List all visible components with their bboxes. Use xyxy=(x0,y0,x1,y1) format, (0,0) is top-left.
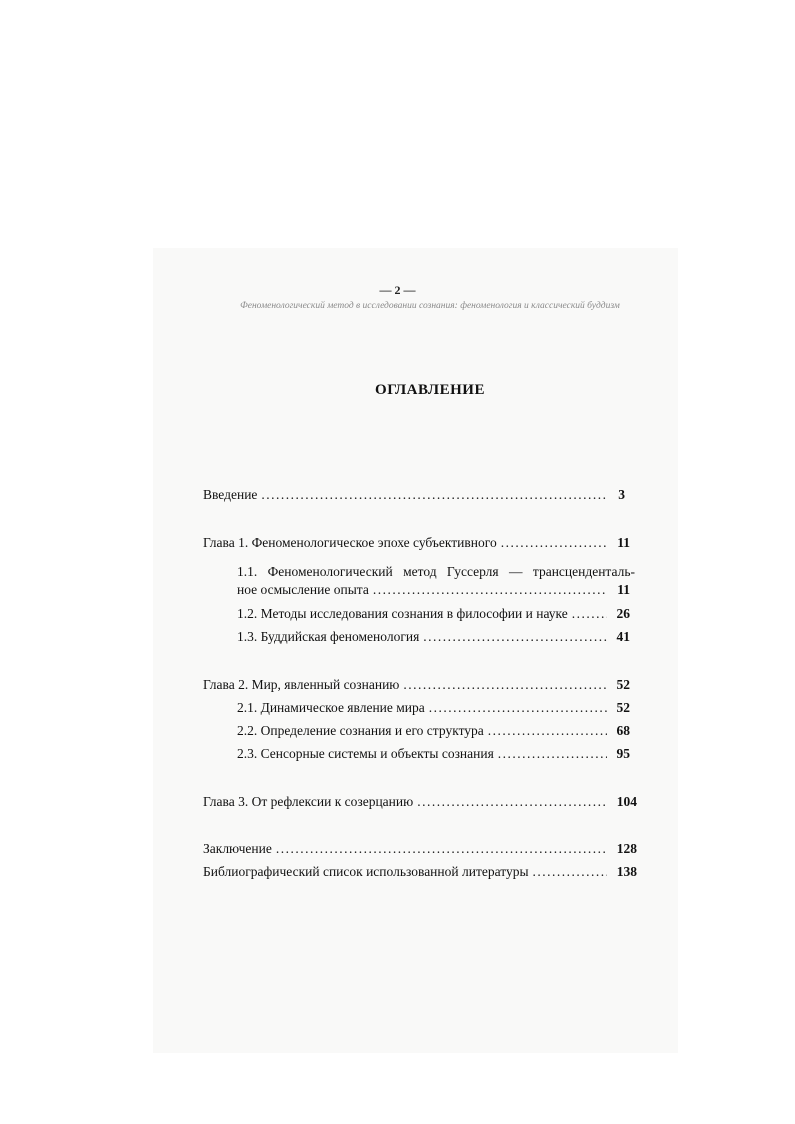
toc-page-number: 138 xyxy=(616,864,637,879)
toc-label: Глава 2. Мир, явленный сознанию xyxy=(203,677,400,692)
toc-leader xyxy=(373,582,607,598)
toc-label: Заключение xyxy=(203,841,272,856)
toc-page-number: 11 xyxy=(617,535,630,550)
toc-page-number: 52 xyxy=(616,677,630,692)
toc-label: 2.2. Определение сознания и его структура xyxy=(237,723,484,738)
toc-label: ное осмысление опыта xyxy=(237,582,369,597)
toc-label: 1.2. Методы исследования сознания в философии и науке xyxy=(237,606,568,621)
toc-entry-conclusion xyxy=(203,841,611,859)
toc-entry-bibliography xyxy=(203,864,611,882)
toc-label: Глава 3. От рефлексии к созерцанию xyxy=(203,794,414,809)
page-number: — 2 — xyxy=(379,283,416,297)
toc-leader xyxy=(533,864,607,880)
toc-label: 2.3. Сенсорные системы и объекты сознания xyxy=(237,746,494,761)
toc-label: Глава 1. Феноменологическое эпохе субъективного xyxy=(203,535,497,550)
toc-label: Введение xyxy=(203,487,258,502)
toc-entry-2-3 xyxy=(237,746,611,764)
toc-label: 2.1. Динамическое явление мира xyxy=(237,700,425,715)
running-header: Феноменологический метод в исследовании сознания: феноменология и классический буддизм xyxy=(240,301,620,311)
toc-page-number: 41 xyxy=(616,629,630,644)
toc-page-number: 52 xyxy=(616,700,630,715)
toc-entry-1-3 xyxy=(237,629,611,647)
toc-page-number: 95 xyxy=(616,746,630,761)
toc-page-number: 26 xyxy=(616,606,630,621)
toc-page-number: 11 xyxy=(617,582,630,597)
toc-entry-1-1 xyxy=(237,582,611,600)
toc-label: Библиографический список использованной литературы xyxy=(203,864,529,879)
toc-leader xyxy=(423,629,607,645)
toc-leader xyxy=(429,700,607,716)
toc-leader xyxy=(276,841,607,857)
toc-leader xyxy=(403,677,607,693)
toc-entry-chapter-1 xyxy=(203,535,611,553)
toc-leader xyxy=(261,487,607,503)
toc-page-number: 3 xyxy=(618,487,625,502)
toc-page-number: 104 xyxy=(616,794,637,809)
toc-entry-1-1-line-1: 1.1. Феноменологический метод Гуссерля — трансценденталь- xyxy=(237,564,635,579)
toc-entry-2-2 xyxy=(237,723,611,741)
toc-page-number: 68 xyxy=(616,723,630,738)
toc-label: 1.3. Буддийская феноменология xyxy=(237,629,420,644)
toc-entry-2-1 xyxy=(237,700,611,718)
toc-entry-chapter-2 xyxy=(203,677,611,695)
toc-page-number: 128 xyxy=(616,841,637,856)
scanned-sheet xyxy=(153,248,678,1053)
page-title: ОГЛАВЛЕНИЕ xyxy=(375,382,485,398)
toc-entry-1-2 xyxy=(237,606,611,624)
toc-entry-chapter-3 xyxy=(203,794,611,812)
toc-entry-intro xyxy=(203,487,611,505)
toc-leader xyxy=(417,794,607,810)
